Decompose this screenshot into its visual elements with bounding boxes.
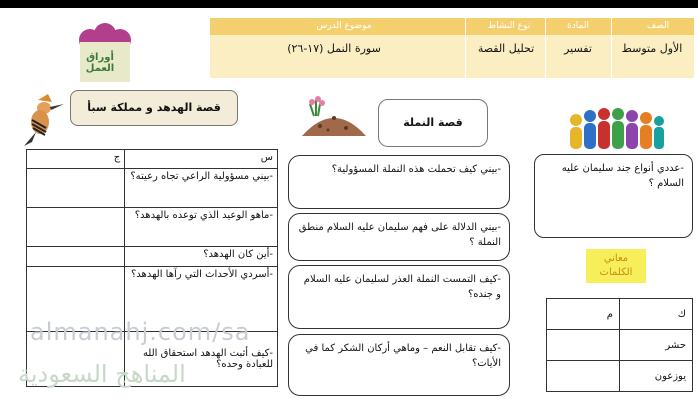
header-separator xyxy=(611,18,612,78)
meaning-cell[interactable] xyxy=(547,361,620,392)
table-header-row xyxy=(27,150,278,169)
soldiers-group-icon xyxy=(566,106,668,152)
header-value-grade: الأول متوسط xyxy=(621,42,683,55)
question-column-header: س xyxy=(125,150,278,169)
header-separator xyxy=(465,18,466,78)
question-cell: -بيني مسؤولية الراعي تجاه رعيته؟ xyxy=(125,169,278,208)
army-question-box[interactable]: -عددي أنواع جند سليمان عليه السلام ؟ xyxy=(534,154,693,238)
logo-text: أوراق العمل xyxy=(85,52,115,74)
header-value-subject: تفسير xyxy=(564,42,592,55)
site-watermark: almanahj.com/sa xyxy=(30,318,251,346)
lesson-header xyxy=(210,18,694,78)
top-border xyxy=(0,0,698,8)
ant-question-box[interactable]: -كيف تقابل النعم – وماهي أركان الشكر كما في الأيات؟ xyxy=(288,334,510,396)
meaning-column-header: م xyxy=(547,299,620,330)
header-label-topic: موضوع الدرس xyxy=(316,21,372,31)
question-cell: -أين كان الهدهد؟ xyxy=(125,247,278,267)
table-row xyxy=(547,330,693,361)
ant-story-title: قصة النملة xyxy=(378,99,488,147)
meaning-cell[interactable] xyxy=(547,330,620,361)
table-row xyxy=(547,361,693,392)
table-row xyxy=(27,247,278,267)
word-cell: يوزعون xyxy=(620,361,693,392)
ant-question-box[interactable]: -كيف التمست النملة العذر لسليمان عليه السلام و جنده؟ xyxy=(288,265,510,329)
hoopoe-bird-icon xyxy=(18,92,68,148)
word-cell: حشر xyxy=(620,330,693,361)
header-label-grade: الصف xyxy=(646,21,670,31)
word-meanings-table xyxy=(546,298,693,392)
answer-cell[interactable] xyxy=(27,169,125,208)
answer-cell[interactable] xyxy=(27,247,125,267)
word-column-header: ك xyxy=(620,299,693,330)
header-label-activity: نوع النشاط xyxy=(487,21,531,31)
header-separator xyxy=(545,18,546,78)
question-cell: -أسردي الأحداث التي رآها الهدهد؟ xyxy=(125,267,278,332)
answer-cell[interactable] xyxy=(27,208,125,247)
hoopoe-story-title: قصة الهدهد و مملكة سبأ xyxy=(70,90,238,126)
header-value-activity: تحليل القصة xyxy=(477,42,535,55)
question-cell: -ماهو الوعيد الذي توعده بالهدهد؟ xyxy=(125,208,278,247)
anthill-icon xyxy=(300,96,368,140)
header-label-subject: المادة xyxy=(567,21,589,31)
table-row xyxy=(27,208,278,247)
word-meanings-label: معاني الكلمات xyxy=(586,249,646,283)
ant-question-box[interactable]: -بيني كيف تحملت هذه النملة المسؤولية؟ xyxy=(288,155,510,209)
header-value-topic: سورة النمل (١٧-٢٦) xyxy=(287,42,381,55)
site-watermark-arabic: المناهج السعودية xyxy=(18,360,186,388)
ant-question-box[interactable]: -بيني الدلالة على فهم سليمان عليه السلام منطق النملة ؟ xyxy=(288,213,510,261)
table-row xyxy=(27,169,278,208)
hoopoe-qa-table xyxy=(26,149,278,387)
answer-column-header: ج xyxy=(27,150,125,169)
question-cell: -كيف أثبت الهدهد استحقاق الله للعبادة وحده؟ xyxy=(125,332,278,387)
table-header-row xyxy=(547,299,693,330)
